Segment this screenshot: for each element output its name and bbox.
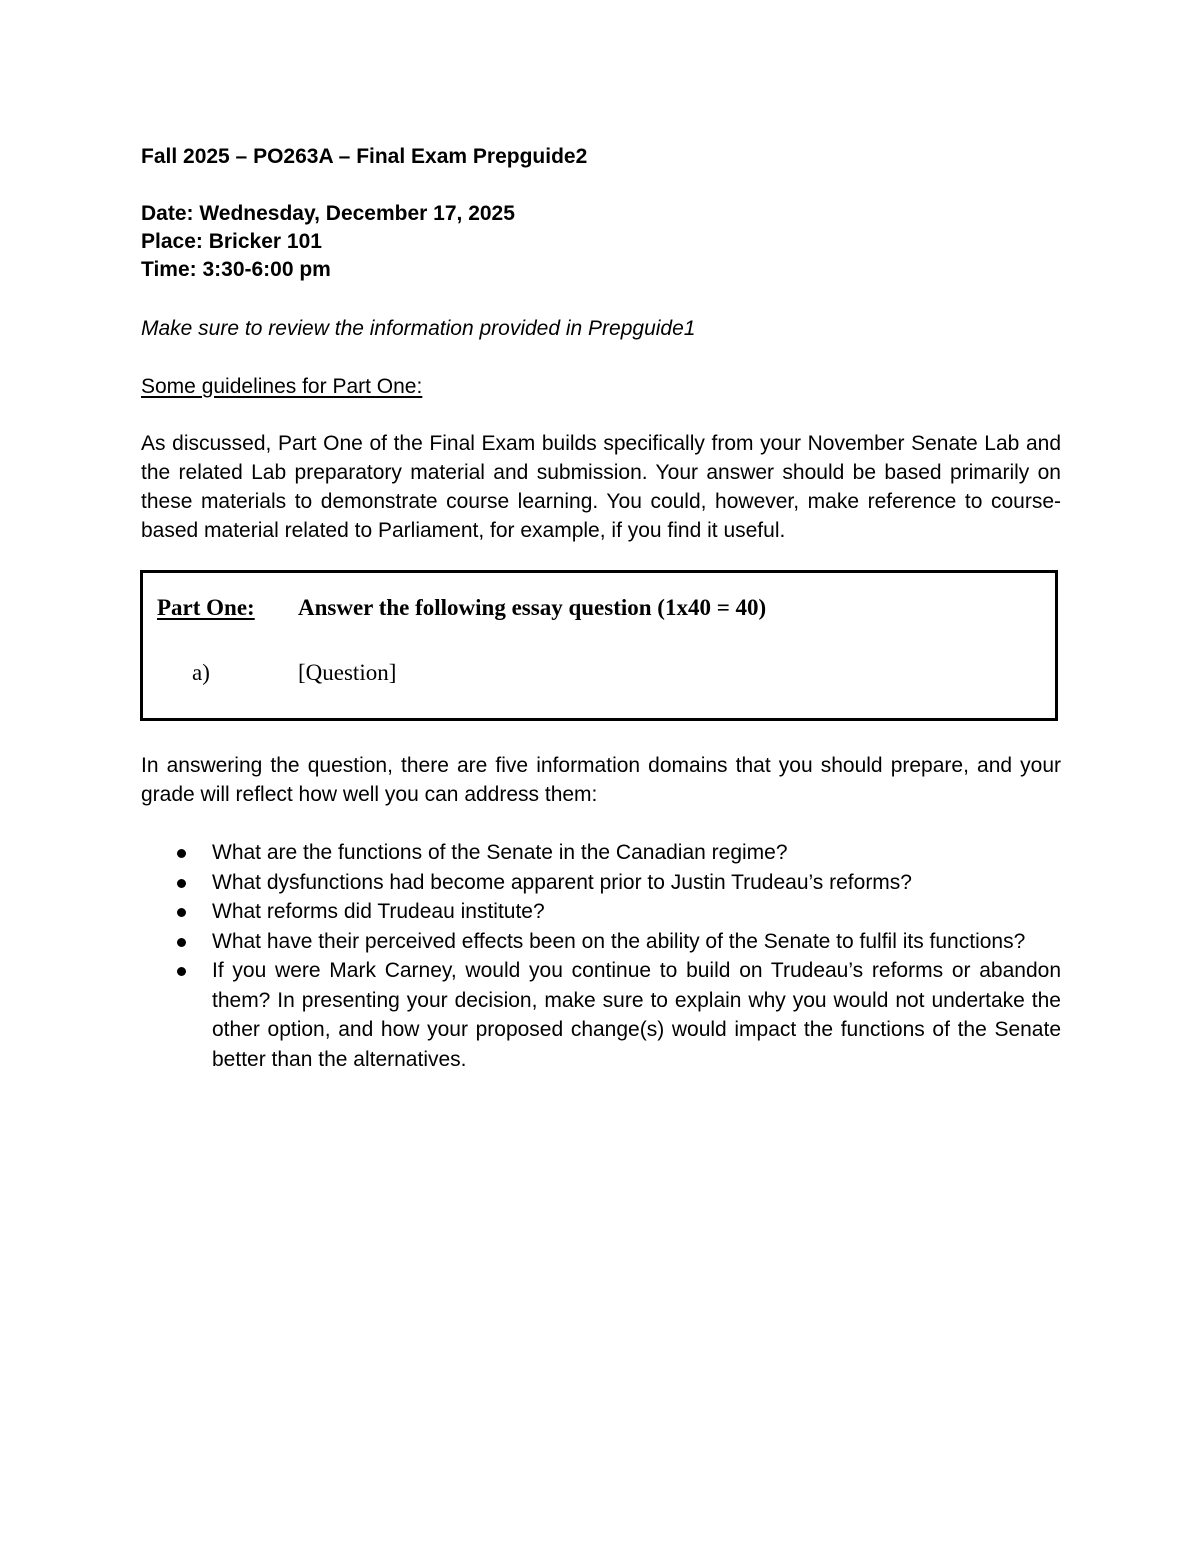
exam-place: Place: Bricker 101	[141, 230, 322, 253]
domain-item-text: What reforms did Trudeau institute?	[212, 900, 545, 923]
question-item-letter: a)	[192, 660, 210, 685]
guidelines-heading: Some guidelines for Part One:	[141, 375, 423, 398]
list-item	[141, 868, 1061, 898]
list-item	[141, 956, 1061, 1074]
domains-list	[141, 838, 1061, 1074]
domain-item-text: What dysfunctions had become apparent prior to Justin Trudeau’s reforms?	[212, 870, 912, 894]
exam-date: Date: Wednesday, December 17, 2025	[141, 202, 515, 225]
part-one-label: Part One:	[157, 595, 255, 620]
domain-item-text: What have their perceived effects been on the ability of the Senate to fulfil its functions?	[212, 929, 1026, 953]
bullet-icon	[177, 938, 186, 947]
question-item-text: [Question]	[298, 660, 397, 685]
domain-item-text: If you were Mark Carney, would you continue to build on Trudeau’s reforms or abandon them? In presenting your decision, make sure to explain why you would not undertake the other option, and how your proposed change(s) would impact the functions of the Senate better than the alternatives.	[212, 959, 1061, 1071]
bullet-icon	[177, 849, 186, 858]
bullet-icon	[177, 879, 186, 888]
exam-time: Time: 3:30-6:00 pm	[141, 258, 331, 281]
list-item	[141, 838, 1061, 868]
list-item	[141, 927, 1061, 957]
guidelines-paragraph: As discussed, Part One of the Final Exam builds specifically from your November Senate Lab and the related Lab preparatory material and submission. Your answer should be based primarily on these materials to demonstrate course learning. You could, however, make reference to course-based material related to Parliament, for example, if you find it useful.	[141, 432, 1061, 542]
bullet-icon	[177, 908, 186, 917]
review-note: Make sure to review the information provided in Prepguide1	[141, 317, 696, 340]
document-title: Fall 2025 – PO263A – Final Exam Prepguide2	[141, 145, 588, 168]
domain-item-text: What are the functions of the Senate in the Canadian regime?	[212, 841, 788, 864]
domains-intro: In answering the question, there are five information domains that you should prepare, and your grade will reflect how well you can address them:	[141, 754, 1061, 806]
exam-question-box	[140, 570, 1058, 721]
part-one-instruction: Answer the following essay question (1x40 = 40)	[298, 595, 767, 620]
bullet-icon	[177, 967, 186, 976]
list-item	[141, 897, 1061, 927]
